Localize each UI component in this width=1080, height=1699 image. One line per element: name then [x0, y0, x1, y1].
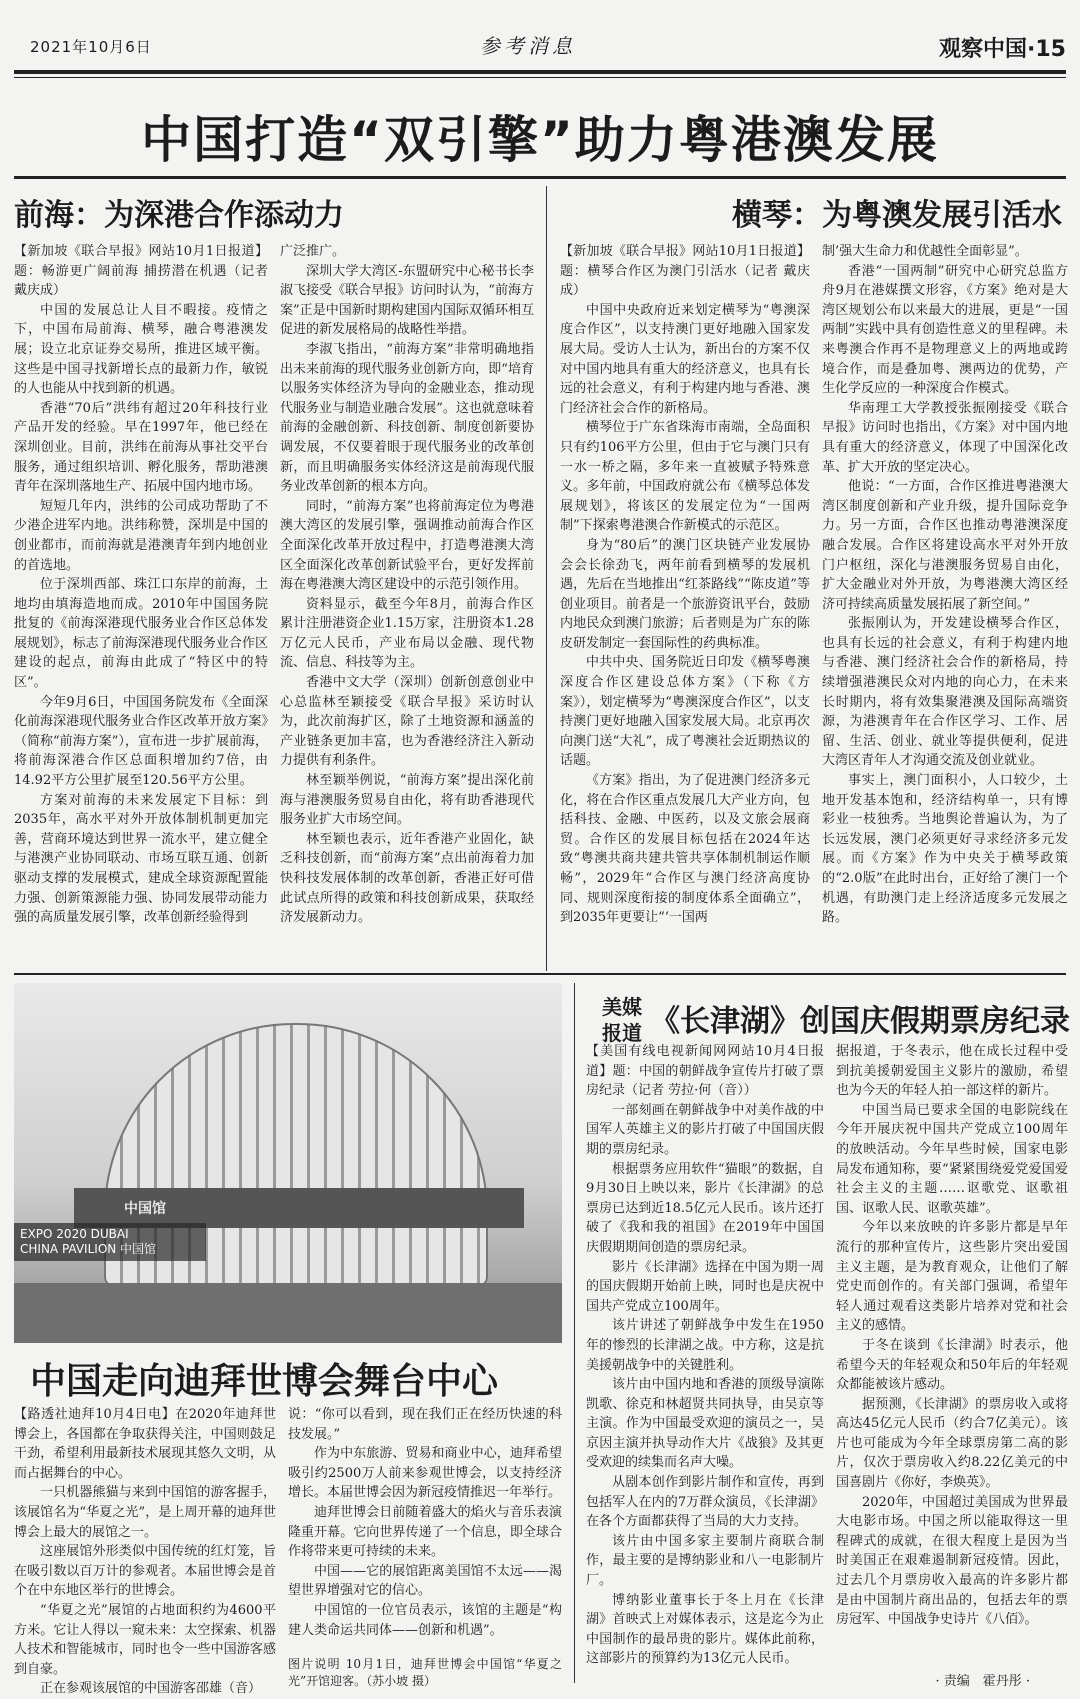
paragraph: 张振刚认为，开发建设横琴合作区，也具有长远的社会意义，有利于构建内地与香港、澳门经济社会合作的新格局，持续增强港澳民众对内地的向心力，在未来长时期内，将有效集聚港澳及国际高端资源，为港澳青年在合作区学习、工作、居留、生活、创业、就业等提供便利，促进大湾区青年人才沟通交流及创业就业。 [822, 616, 1068, 769]
paragraph: 香港中文大学（深圳）创新创意创业中心总监林至颖接受《联合早报》采访时认为，此次前海扩区，除了土地资源和涵盖的产业链条更加丰富，也为香港经济注入新动力提供有利条件。 [280, 675, 534, 769]
paragraph: 据预测，《长津湖》的票房收入或将高达45亿元人民币（约合7亿美元）。该片也可能成为今年全球票房第二高的影片，仅次于票房收入约8.22亿美元的中国喜剧片《你好，李焕英》。 [836, 1396, 1068, 1491]
paragraph: 中国——它的展馆距离美国馆不太远——渴望世界增强对它的信心。 [288, 1563, 562, 1599]
paragraph: 于冬在谈到《长津湖》时表示，他希望今天的年轻观众和50年后的年轻观众都能被该片感动。 [836, 1337, 1068, 1393]
paragraph: 一部刻画在朝鲜战争中对美作战的中国军人英雄主义的影片打破了中国国庆假期的票房纪录。 [586, 1102, 824, 1157]
paragraph: 广泛推广。 [280, 244, 346, 259]
paragraph: 这座展馆外形类似中国传统的红灯笼，旨在吸引数以百万计的参观者。本届世博会是首个在中东地区举行的世博会。 [14, 1544, 276, 1599]
hengqin-headline: 横琴：为粤澳发展引活水 [732, 198, 1062, 233]
changjin-headline: 《长津湖》创国庆假期票房纪录 [650, 1004, 1070, 1039]
paragraph: 【美国有线电视新闻网网站10月4日报道】题：中国的朝鲜战争宣传片打破了票房纪录（记者 劳拉·何（音）） [586, 1044, 824, 1099]
paragraph: 中国馆的一位官员表示，该馆的主题是“构建人类命运共同体——创新和机遇”。 [288, 1602, 562, 1638]
paragraph: 正在参观该展馆的中国游客邵雄（音） [40, 1681, 262, 1697]
hengqin-column-2 [822, 242, 1068, 970]
hengqin-column-1 [560, 242, 810, 970]
paragraph: 香港“一国两制”研究中心研究总监方舟9月在港媒撰文形容，《方案》绝对是大湾区规划公布以来最大的进展，更是“一国两制”实践中具有创造性意义的里程碑。未来粤澳合作再不是物理意义上的两地或跨境合作，而是叠加粤、澳两边的优势，产生化学反应的一种深度合作模式。 [822, 263, 1068, 397]
paragraph: 中国当局已要求全国的电影院线在今年开展庆祝中国共产党成立100周年的放映活动。今年早些时候，国家电影局发布通知称，要“紧紧围绕爱党爱国爱社会主义的主题……讴歌党、讴歌祖国、讴歌人民、讴歌英雄”。 [836, 1102, 1068, 1216]
qianhai-column-1 [14, 242, 268, 970]
issue-date: 2021年10月6日 [30, 38, 152, 56]
newspaper-logo: 参考消息 [480, 34, 576, 58]
paragraph: 中国中央政府近来划定横琴为“粤澳深度合作区”，以支持澳门更好地融入国家发展大局。受访人士认为，新出台的方案不仅对中国内地具有重大的经济意义，也具有长远的社会意义，有利于构建内地与香港、澳门经济社会合作的新格局。 [560, 302, 810, 416]
main-headline: 中国打造“双引擎”助力粤港澳发展 [141, 111, 939, 169]
paragraph: 【新加坡《联合早报》网站10月1日报道】题：畅游更广阔前海 捕捞潜在机遇（记者 戴庆成） [14, 244, 268, 299]
qianhai-headline: 前海：为深港合作添动力 [14, 198, 344, 233]
photo-ground [14, 1283, 562, 1343]
paragraph: 【新加坡《联合早报》网站10月1日报道】题：横琴合作区为澳门引活水（记者 戴庆成） [560, 244, 810, 299]
header-rule [14, 70, 1066, 74]
paragraph: 据报道，于冬表示，他在成长过程中受到抗美援朝爱国主义影片的激励，希望也为今天的年轻人拍一部这样的新片。 [836, 1044, 1068, 1099]
expo-pavilion-photo [14, 983, 562, 1343]
header-rule-thin [14, 77, 1066, 78]
changjin-column-2 [836, 1042, 1068, 1670]
paragraph: 香港“70后”洪纬有超过20年科技行业产品开发的经验。早在1997年，他已经在深圳创业。目前，洪纬在前海从事社交平台服务，通过组织培训、孵化服务，帮助港澳青年在深圳落地生产、拓展中国内地市场。 [14, 400, 268, 495]
expo-sign-line-2: CHINA PAVILION 中国馆 [20, 1242, 157, 1256]
paragraph: 该片由中国内地和香港的顶级导演陈凯歌、徐克和林超贤共同执导，由吴京等主演。作为中国最受欢迎的演员之一，吴京因主演并执导动作大片《战狼》及其更受欢迎的续集而名声大噪。 [586, 1377, 824, 1471]
paragraph: 李淑飞指出，“前海方案”非常明确地指出未来前海的现代服务业创新方向，即“培育以服务实体经济为导向的金融业态，推动现代服务业与制造业融合发展”。这也就意味着前海的金融创新、科技创新、制度创新要协调发展，不仅要着眼于现代服务业的改革创新，而且明确服务实体经济这是前海现代服务业改革创新的根本方向。 [280, 341, 534, 495]
expo-column-1 [14, 1405, 276, 1697]
paragraph: 位于深圳西部、珠江口东岸的前海，土地均由填海造地而成。2010年中国国务院批复的《前海深港现代服务业合作区总体发展规划》，标志了前海深港现代服务业合作区建设的起点，前海由此成了“特区中的特区”。 [14, 577, 268, 691]
tag-line-1: 美媒 [602, 995, 642, 1019]
paragraph: 资料显示，截至今年8月，前海合作区累计注册港资企业1.15万家，注册资本1.28万亿元人民币，产业布局以金融、现代物流、信息、科技等为主。 [280, 596, 534, 671]
section-divider [14, 973, 1066, 975]
paragraph: 事实上，澳门面积小，人口较少，土地开发基本饱和，经济结构单一，只有博彩业一枝独秀。当地舆论普遍认为，为了长远发展，澳门必须更好寻求经济多元发展。而《方案》作为中央关于横琴政策的“2.0版”在此时出台，正好给了澳门一个机遇，有助澳门走上经济适度多元发展之路。 [822, 773, 1068, 926]
expo-photo-caption: 图片说明 10月1日，迪拜世博会中国馆“华夏之光”开馆迎客。（苏小坡 摄） [288, 1657, 562, 1688]
paragraph: 一只机器熊猫与来到中国馆的游客握手，该展馆名为“华夏之光”，是上周开幕的迪拜世博会上最大的展馆之一。 [14, 1485, 276, 1540]
paragraph: 迪拜世博会日前随着盛大的焰火与音乐表演隆重开幕。它向世界传递了一个信息，即全球合作将带来更可持续的未来。 [288, 1504, 562, 1560]
paragraph: 博纳影业董事长于冬上月在《长津湖》首映式上对媒体表示，这是迄今为止中国制作的最昂贵的影片。媒体此前称，这部影片的预算约为13亿元人民币。 [586, 1592, 824, 1667]
paragraph: 【路透社迪拜10月4日电】在2020年迪拜世博会上，各国都在争取获得关注，中国则鼓足干劲，希望利用最新技术展现其悠久文明，从而占据舞台的中心。 [14, 1407, 276, 1481]
paragraph: 根据票务应用软件“猫眼”的数据，自9月30日上映以来，影片《长津湖》的总票房已达到近18.5亿元人民币。该片还打破了《我和我的祖国》在2019年中国国庆假期期间创造的票房纪录。 [586, 1161, 824, 1255]
us-media-tag [602, 994, 642, 1046]
paragraph: 该片讲述了朝鲜战争中发生在1950年的惨烈的长津湖之战。中方称，这是抗美援朝战争中的关键胜利。 [586, 1318, 824, 1373]
headline-rule [14, 176, 1066, 179]
paragraph: 制’强大生命力和优越性全面彰显”。 [822, 244, 1028, 259]
expo-column-2 [288, 1405, 562, 1655]
expo-sign-line-1: EXPO 2020 DUBAI [20, 1227, 129, 1241]
paragraph: 影片《长津湖》选择在中国为期一周的国庆假期开始前上映，同时也是庆祝中国共产党成立100周年。 [586, 1259, 824, 1314]
paragraph: 同时，“前海方案”也将前海定位为粤港澳大湾区的发展引擎，强调推动前海合作区全面深化改革开放过程中，打造粤港澳大湾区全面深化改革创新试验平台，更好发挥前海在粤港澳大湾区建设中的示范引领作用。 [280, 498, 534, 593]
paragraph: 方案对前海的未来发展定下目标：到2035年，高水平对外开放体制机制更加完善，营商环境达到世界一流水平，建立健全与港澳产业协同联动、市场互联互通、创新驱动支撑的发展模式，建成全球资源配置能力强、创新策源能力强、协同发展带动能力强的高质量发展引擎，改革创新经验得到 [14, 792, 268, 926]
paragraph: 身为“80后”的澳门区块链产业发展协会会长徐劲飞，两年前看到横琴的发展机遇，先后在当地推出“红茶路线”“陈皮道”等创业项目。前者是一个旅游资讯平台，鼓励内地民众到澳门旅游；后者则是为广东的陈皮研发制定一套国际性的药典标准。 [560, 537, 810, 651]
paragraph: 华南理工大学教授张振刚接受《联合早报》访问时也指出，《方案》对中国内地具有重大的经济意义，体现了中国深化改革、扩大开放的坚定决心。 [822, 400, 1068, 475]
paragraph: 横琴位于广东省珠海市南端，全岛面积只有约106平方公里，但由于它与澳门只有一水一桥之隔，多年来一直被赋予特殊意义。多年前，中国政府就公布《横琴总体发展规划》，将该区的发展定位为“一国两制”下探索粤港澳合作新模式的示范区。 [560, 420, 810, 534]
paragraph: 从剧本创作到影片制作和宣传，再到包括军人在内的7万群众演员，《长津湖》在各个方面都获得了当局的大力支持。 [586, 1475, 824, 1530]
paragraph: 中共中央、国务院近日印发《横琴粤澳深度合作区建设总体方案》（下称《方案》），划定横琴为“粤澳深度合作区”，以支持澳门更好地融入国家发展大局。北京再次向澳门送“大礼”，成了粤澳社会近期热议的话题。 [560, 655, 810, 769]
expo-sign [14, 1223, 206, 1261]
paragraph: 林至颖举例说，“前海方案”提出深化前海与港澳服务贸易自由化，将有助香港现代服务业扩大市场空间。 [280, 773, 534, 828]
paragraph: 《方案》指出，为了促进澳门经济多元化，将在合作区重点发展几大产业方向，包括科技、金融、中医药，以及文旅会展商贸。合作区的发展目标包括在2024年达致“粤澳共商共建共管共享体制机制运作顺畅”，2029年“合作区与澳门经济高度协同、规则深度衔接的制度体系全面确立”，到2035年更要让“‘一国两 [560, 773, 810, 926]
paragraph: 短短几年内，洪纬的公司成功帮助了不少港企进军内地。洪纬称赞，深圳是中国的创业都市，而前海就是港澳青年到内地创业的首选地。 [14, 498, 268, 573]
tag-line-2: 报道 [602, 1021, 642, 1045]
editor-credit: · 责编 霍丹彤 · [935, 1674, 1030, 1689]
paragraph: 中国的发展总让人目不暇接。疫情之下，中国布局前海、横琴，融合粤港澳发展；设立北京证券交易所，推进区域平衡。这些是中国寻找新增长点的最新力作，敏锐的人也能从中找到新的机遇。 [14, 302, 268, 397]
paragraph: 今年9月6日，中国国务院发布《全面深化前海深港现代服务业合作区改革开放方案》（简称“前海方案”），宣布进一步扩展前海，将前海深港合作区总面积增加约7倍，由14.92平方公里扩展至120.56平方公里。 [14, 694, 268, 789]
paragraph: 林至颖也表示，近年香港产业固化，缺乏科技创新，而“前海方案”点出前海着力加快科技发展体制的改革创新，香港正好可借此试点所得的政策和科技创新成果，获取经济发展新动力。 [280, 831, 534, 926]
paragraph: 他说：“一方面，合作区推进粤港澳大湾区制度创新和产业升级，提升国际竞争力。另一方面，合作区也推动粤港澳深度融合发展。合作区将建设高水平对外开放门户枢纽，深化与港澳服务贸易自由化，扩大金融业对外开放，为粤港澳大湾区经济可持续高质量发展拓展了新空间。” [822, 479, 1068, 612]
paragraph: 2020年，中国超过美国成为世界最大电影市场。中国之所以能取得这一里程碑式的成就，在很大程度上是因为当时美国正在艰难遏制新冠疫情。因此，过去几个月票房收入最高的许多影片都是由中国制片商出品的，包括去年的票房冠军、中国战争史诗片《八佰》。 [836, 1494, 1068, 1628]
column-divider-lower [574, 983, 575, 1683]
paragraph: 今年以来放映的许多影片都是早年流行的那种宣传片，这些影片突出爱国主义主题，是为教育观众，让他们了解党史而创作的。有关部门强调，希望年轻人通过观看这类影片培养对党和社会主义的感情。 [836, 1220, 1068, 1334]
pavilion-sign: 中国馆 [124, 1201, 166, 1217]
paragraph: 深圳大学大湾区-东盟研究中心秘书长李淑飞接受《联合早报》访问时认为，“前海方案”正是中国新时期构建国内国际双循环相互促进的新发展格局的战略性举措。 [280, 263, 534, 338]
changjin-column-1 [586, 1042, 824, 1670]
paragraph: 作为中东旅游、贸易和商业中心，迪拜希望吸引约2500万人前来参观世博会，以支持经济增长。本届世博会因为新冠疫情推迟一年举行。 [288, 1446, 562, 1501]
paragraph: 该片由中国多家主要制片商联合制作，最主要的是博纳影业和八一电影制片厂。 [586, 1533, 824, 1589]
paragraph: 说：“你可以看到，现在我们正在经历快速的科技发展。” [288, 1407, 562, 1442]
section-page-label: 观察中国·15 [939, 37, 1066, 62]
paragraph: “华夏之光”展馆的占地面积约为4600平方米。它让人得以一窥未来：太空探索、机器人技术和智能城市，同时也令一些中国游客感到自豪。 [14, 1602, 276, 1677]
expo-headline: 中国走向迪拜世博会舞台中心 [30, 1361, 499, 1402]
column-divider [546, 186, 547, 971]
qianhai-column-2 [280, 242, 534, 970]
